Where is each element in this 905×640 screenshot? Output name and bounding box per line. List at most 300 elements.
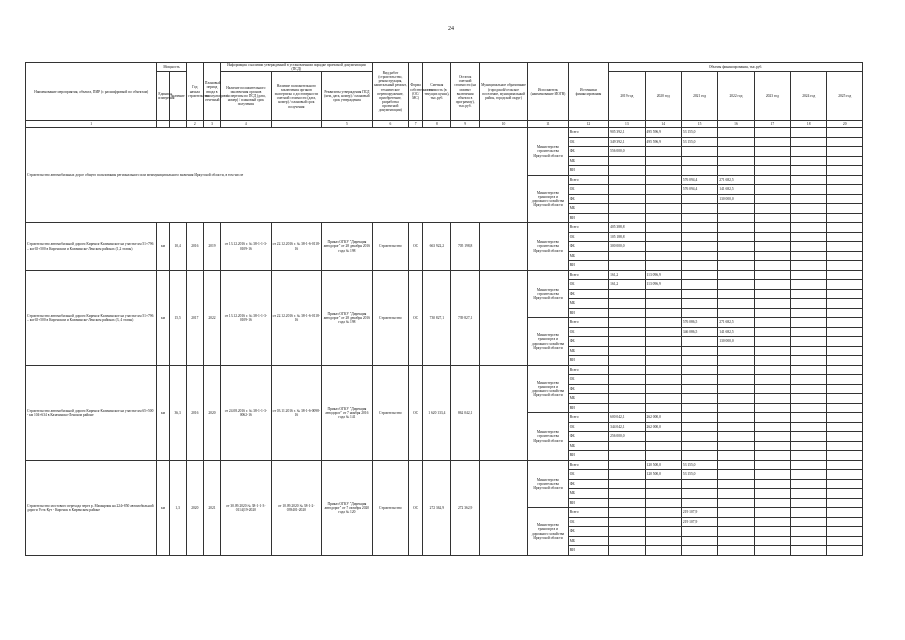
object-expertise-positive: от 30.09.2020 № 38-1-1-3-0114(19-2020 [221,460,272,555]
funding-value [754,536,790,546]
funding-value [827,422,863,432]
column-number [157,121,169,128]
group-title: Строительство автомобильных дорог общего пользования регионального или межмуниципального значения Иркутской области, в том числе [26,128,528,223]
funding-value [645,432,681,442]
funding-value: 53 155,0 [681,460,717,470]
funding-value [754,337,790,347]
funding-value [791,536,827,546]
funding-value [718,356,754,366]
funding-value [827,546,863,556]
header-est-cost: Сметная стоимость (в текущих ценах), тыс.руб. [423,63,451,121]
funding-value [645,527,681,537]
funding-value [791,308,827,318]
header-rest-cost: Остаток сметной стоимости (на момент включения объекта в программу), тыс.руб. [451,63,479,121]
funding-value [609,441,645,451]
object-expertise-cost: от 03.11.2016 г. № 38-1-6-0098-16 [271,365,322,460]
object-unit: км [157,365,169,460]
funding-value [718,432,754,442]
funding-value [681,346,717,356]
funding-value [827,498,863,508]
source-label: МБ [568,489,608,499]
executor-cell: Министерство строительства Иркутской области [528,460,568,508]
funding-value: 600 042,1 [609,413,645,423]
funding-value [718,517,754,527]
source-label: МБ [568,156,608,166]
funding-value [645,175,681,185]
object-name: Строительство автомобильной дороги Киренск-Казачинское на участке км 65+500 - км 104+634 в Казачинско-Ленском районе [26,365,157,460]
source-label: ВИ [568,166,608,176]
executor-cell: Министерство транспорта и дорожного хозяйства Иркутской области [528,175,568,223]
funding-value [681,251,717,261]
funding-value [609,251,645,261]
funding-value [681,489,717,499]
funding-value [791,422,827,432]
source-label: ВИ [568,546,608,556]
funding-value [681,204,717,214]
funding-value [827,403,863,413]
funding-value [827,204,863,214]
source-label: МБ [568,204,608,214]
funding-value: 105 188,8 [609,232,645,242]
object-rest-cost: 862 042,1 [451,365,479,460]
funding-value [718,403,754,413]
funding-value [791,242,827,252]
funding-value: 130 000,0 [718,194,754,204]
funding-value [718,489,754,499]
funding-value [754,280,790,290]
funding-value [718,365,754,375]
column-number: 6 [372,121,408,128]
object-name: Строительство автомобильной дороги Киренск-Казачинское на участке км 51+796 – км 65+500 в Киренском и Казачинско-Ленском районах (3, 4 этапы) [26,270,157,365]
funding-value [681,375,717,385]
funding-value [681,232,717,242]
source-label: ФБ [568,432,608,442]
funding-value [791,375,827,385]
object-start-year: 2016 [186,365,203,460]
funding-value [791,137,827,147]
funding-value [791,432,827,442]
funding-value [754,261,790,271]
funding-value [718,527,754,537]
funding-value [681,546,717,556]
funding-value [791,251,827,261]
executor-cell: Министерство строительства Иркутской области [528,413,568,461]
source-label: ВИ [568,356,608,366]
funding-value [718,346,754,356]
funding-value [754,517,790,527]
funding-value: 271 682,5 [718,175,754,185]
executor-cell: Министерство строительства Иркутской области [528,128,568,176]
object-end-year: 2020 [203,365,220,460]
funding-value [645,242,681,252]
funding-value [827,166,863,176]
object-est-cost: 730 827,1 [423,270,451,365]
funding-value [718,223,754,233]
column-number: 16 [718,121,754,128]
funding-value [609,289,645,299]
header-year-2025: 2025 год [827,72,863,121]
funding-value [791,289,827,299]
funding-value [681,422,717,432]
funding-value [718,498,754,508]
funding-value [609,213,645,223]
funding-value [645,346,681,356]
funding-value [681,308,717,318]
funding-value [791,441,827,451]
funding-value [827,356,863,366]
source-label: МБ [568,299,608,309]
header-name: Наименование мероприятия, объекта, ПИР (с расшифровкой по объектам) [26,63,157,121]
funding-value [791,489,827,499]
funding-value [827,375,863,385]
object-ownership: ОС [409,460,423,555]
header-end-year: Плановый период ввода в эксплуатацию/отчетный [203,63,220,121]
header-executor: Исполнитель (наименование ИОГВ) [528,63,568,121]
source-label: ОБ [568,517,608,527]
funding-value [754,299,790,309]
funding-value [754,346,790,356]
header-value: Значение [169,72,186,121]
funding-value: 120 500,0 [645,460,681,470]
funding-value [609,451,645,461]
header-approval: Реквизиты утверждения ПСД (кем, дата, номер) / плановый срок утверждения [322,72,373,121]
funding-value [827,280,863,290]
funding-value [791,403,827,413]
funding-value: 120 500,0 [645,470,681,480]
funding-value: 53 155,0 [681,470,717,480]
object-end-year: 2021 [203,460,220,555]
funding-value [609,365,645,375]
funding-value [791,337,827,347]
funding-value [827,308,863,318]
executor-cell: Министерство транспорта и дорожного хозяйства Иркутской области [528,508,568,556]
column-number: 9 [451,121,479,128]
funding-value [609,460,645,470]
funding-value [609,384,645,394]
object-start-year: 2020 [186,460,203,555]
funding-value [609,166,645,176]
funding-value [609,185,645,195]
funding-value [681,156,717,166]
funding-value [754,460,790,470]
funding-value [791,261,827,271]
funding-value [645,185,681,195]
object-municipal [479,223,528,271]
funding-value: 905 392,1 [609,128,645,138]
object-est-cost: 663 922,2 [423,223,451,271]
funding-value [791,280,827,290]
funding-value [827,270,863,280]
funding-value [718,299,754,309]
funding-value [681,289,717,299]
object-municipal [479,270,528,365]
executor-cell: Министерство транспорта и дорожного хозяйства Иркутской области [528,318,568,366]
funding-value [754,451,790,461]
source-label: ФБ [568,194,608,204]
funding-value [718,451,754,461]
funding-value [681,441,717,451]
funding-value [754,128,790,138]
funding-value [718,232,754,242]
funding-value [645,289,681,299]
funding-value [718,536,754,546]
header-year-2020: 2020 год [645,72,681,121]
funding-value [754,413,790,423]
header-year-2023: 2023 год [754,72,790,121]
funding-value: 346 086,5 [681,327,717,337]
funding-value [718,166,754,176]
object-ownership: ОС [409,223,423,271]
funding-value [609,498,645,508]
funding-value [718,413,754,423]
funding-value [718,137,754,147]
funding-value [791,223,827,233]
funding-value [645,318,681,328]
funding-value: 576 086,5 [681,318,717,328]
funding-value [791,147,827,157]
funding-value [645,441,681,451]
funding-value [754,498,790,508]
funding-value [791,270,827,280]
funding-value: 262 000,0 [645,422,681,432]
funding-value: 576 094,4 [681,185,717,195]
source-label: ФБ [568,147,608,157]
funding-value [718,508,754,518]
funding-value [681,337,717,347]
funding-value [754,270,790,280]
column-number: 5 [322,121,373,128]
funding-value [827,251,863,261]
object-rest-cost: 739 827,1 [451,270,479,365]
funding-value: 53 155,0 [681,137,717,147]
funding-value [827,337,863,347]
funding-value [754,470,790,480]
object-end-year: 2022 [203,270,220,365]
funding-value [609,327,645,337]
funding-value [754,356,790,366]
funding-value [754,422,790,432]
funding-value [645,251,681,261]
funding-value [681,479,717,489]
funding-value: 495 596,9 [645,137,681,147]
funding-value [754,223,790,233]
funding-value [827,413,863,423]
funding-value: 256 000,0 [609,432,645,442]
object-approval: Приказ ОГКУ "Дирекция автодорог" от 7 октября 2020 года № 120 [322,460,373,555]
funding-value [645,508,681,518]
header-funding: Объемы финансирования, тыс.руб. [609,63,863,72]
column-number: 10 [479,121,528,128]
funding-value [791,460,827,470]
funding-value [681,213,717,223]
funding-value [827,394,863,404]
funding-value [609,308,645,318]
funding-value [681,536,717,546]
column-number: 3 [203,121,220,128]
object-rest-cost: 705 198,8 [451,223,479,271]
source-label: Всего [568,175,608,185]
source-label: МБ [568,251,608,261]
funding-value [645,327,681,337]
funding-value [827,223,863,233]
column-number: 15 [681,121,717,128]
funding-value [645,517,681,527]
object-value: 36,3 [169,365,186,460]
source-label: ОБ [568,375,608,385]
object-works-type: Строительство [372,460,408,555]
funding-value [754,403,790,413]
funding-value [645,204,681,214]
funding-value [609,356,645,366]
source-label: Всего [568,318,608,328]
funding-value [609,375,645,385]
source-label: Всего [568,223,608,233]
header-expertise-cost: Наличие положительного заключения органов экспертизы о достоверности сметной стоимости (дата, номер) / плановый срок получения [271,72,322,121]
funding-value [645,147,681,157]
funding-value [645,261,681,271]
funding-value [609,318,645,328]
source-label: МБ [568,346,608,356]
funding-value: 53 155,0 [681,128,717,138]
funding-value [754,147,790,157]
funding-value [645,156,681,166]
funding-value [754,384,790,394]
source-label: ВИ [568,308,608,318]
funding-value [754,441,790,451]
funding-value [791,394,827,404]
column-number: 7 [409,121,423,128]
funding-value [681,451,717,461]
funding-value [645,308,681,318]
funding-value [645,232,681,242]
funding-value [791,166,827,176]
funding-value [718,384,754,394]
header-municipal: Муниципальное образование (городской/сельское поселение, муниципальный район, городской округ) [479,63,528,121]
funding-value [827,517,863,527]
funding-value [718,251,754,261]
funding-value [681,194,717,204]
column-number: 13 [609,121,645,128]
funding-value [681,280,717,290]
funding-value [754,394,790,404]
source-label: ФБ [568,479,608,489]
funding-value: 219 107,9 [681,508,717,518]
header-sources: Источники финансирования [568,63,608,121]
source-label: ВИ [568,403,608,413]
funding-value [681,166,717,176]
funding-value [827,451,863,461]
executor-cell: Министерство транспорта и дорожного хозяйства Иркутской области [528,365,568,413]
funding-value: 141 682,5 [718,327,754,337]
funding-value [791,365,827,375]
header-capacity: Мощность [157,63,186,72]
header-ownership: Форма собственности (ОС/МС) [409,63,423,121]
source-label: ОБ [568,185,608,195]
object-start-year: 2017 [186,270,203,365]
source-label: ФБ [568,289,608,299]
funding-value [718,470,754,480]
funding-value [827,242,863,252]
object-end-year: 2019 [203,223,220,271]
source-label: ВИ [568,498,608,508]
funding-value [645,194,681,204]
funding-value [754,166,790,176]
header-year-2019: 2019 год [609,72,645,121]
object-approval: Приказ ОГКУ "Дирекция автодорог" от 7 ноября 2016 года № 141 [322,365,373,460]
funding-value [681,261,717,271]
funding-value: 219 107,9 [681,517,717,527]
funding-value [827,536,863,546]
source-label: ВИ [568,261,608,271]
funding-value [754,508,790,518]
investment-table [25,62,863,556]
funding-value [791,175,827,185]
funding-value [754,432,790,442]
funding-value [827,327,863,337]
source-label: Всего [568,365,608,375]
funding-value [754,327,790,337]
funding-value [791,185,827,195]
funding-value [754,137,790,147]
funding-value [681,242,717,252]
column-number: 18 [791,121,827,128]
funding-value [718,204,754,214]
source-label: ОБ [568,470,608,480]
funding-value [609,204,645,214]
header-start-year: Год начала строительства [186,63,203,121]
funding-value [645,356,681,366]
source-label: ФБ [568,384,608,394]
funding-value [718,242,754,252]
funding-value [681,147,717,157]
funding-value [754,479,790,489]
funding-value [609,489,645,499]
funding-value [718,308,754,318]
funding-value [609,299,645,309]
source-label: ФБ [568,337,608,347]
column-number: 2 [186,121,203,128]
funding-value [754,546,790,556]
funding-value: 495 596,9 [645,128,681,138]
source-label: Всего [568,508,608,518]
funding-value [791,479,827,489]
funding-value [827,128,863,138]
funding-value [791,546,827,556]
object-expertise-positive: от 13.12.2016 г. № 38-1-1-3-0109-16 [221,223,272,271]
funding-value [609,508,645,518]
object-municipal [479,365,528,460]
source-label: ОБ [568,232,608,242]
funding-value [681,527,717,537]
funding-value [645,546,681,556]
funding-value: 349 392,1 [609,137,645,147]
funding-value [791,498,827,508]
funding-value [754,375,790,385]
source-label: Всего [568,128,608,138]
funding-value [754,308,790,318]
funding-value [827,147,863,157]
funding-value [754,489,790,499]
object-municipal [479,460,528,555]
funding-value [791,204,827,214]
funding-value [609,194,645,204]
object-works-type: Строительство [372,223,408,271]
funding-value [827,346,863,356]
funding-value [827,156,863,166]
source-label: ОБ [568,327,608,337]
funding-value [681,270,717,280]
funding-value [754,175,790,185]
